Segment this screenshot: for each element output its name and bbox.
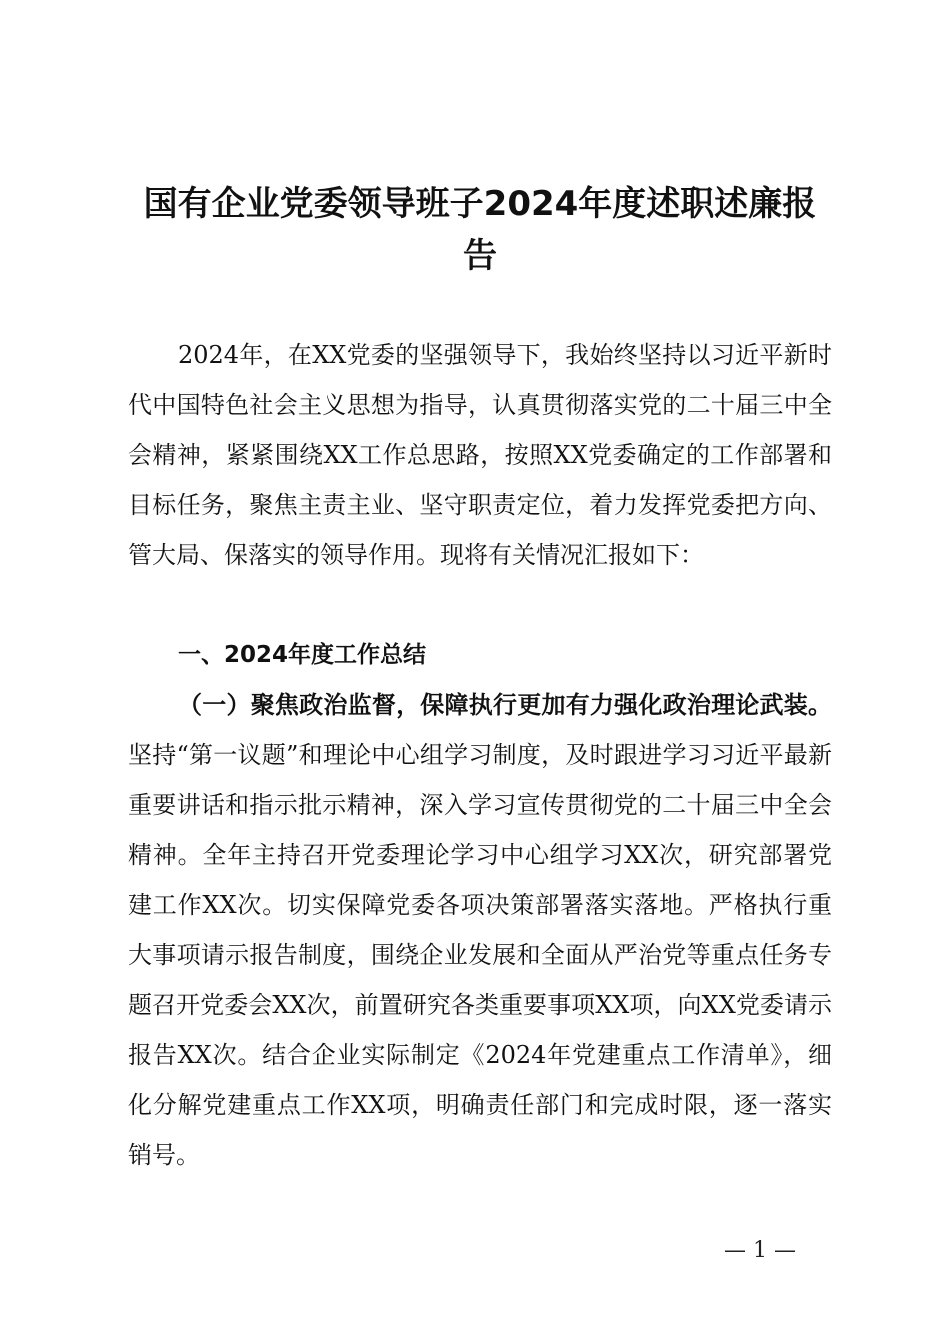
subsection-body: 坚持“第一议题”和理论中心组学习制度，及时跟进学习习近平最新重要讲话和指示批示精神，深入学习宣传贯彻党的二十届三中全会精神。全年主持召开党委理论学习中心组学习XX次，研究部署党建工作XX次。切实保障党委各项决策部署落实落地。严格执行重大事项请示报告制度，围绕企业发展和全面从严治党等重点任务专题召开党委会XX次，前置研究各类重要事项XX项，向XX党委请示报告XX次。结合企业实际制定《2024年党建重点工作清单》，细化分解党建重点工作XX项，明确责任部门和完成时限，逐一落实销号。 <box>128 741 832 1169</box>
subsection-lead: （一）聚焦政治监督，保障执行更加有力强化政治理论武装。 <box>178 691 832 719</box>
page-number: — 1 — <box>724 1238 796 1263</box>
document-title: 国有企业党委领导班子2024年度述职述廉报告 <box>143 184 817 276</box>
intro-paragraph: 2024年，在XX党委的坚强领导下，我始终坚持以习近平新时代中国特色社会主义思想为指导，认真贯彻落实党的二十届三中全会精神，紧紧围绕XX工作总思路，按照XX党委确定的工作部署和目标任务，聚焦主责主业、坚守职责定位，着力发挥党委把方向、管大局、保落实的领导作用。现将有关情况汇报如下： <box>128 341 832 569</box>
section-heading: 一、2024年度工作总结 <box>178 642 427 668</box>
subsection-paragraph <box>128 680 832 1180</box>
